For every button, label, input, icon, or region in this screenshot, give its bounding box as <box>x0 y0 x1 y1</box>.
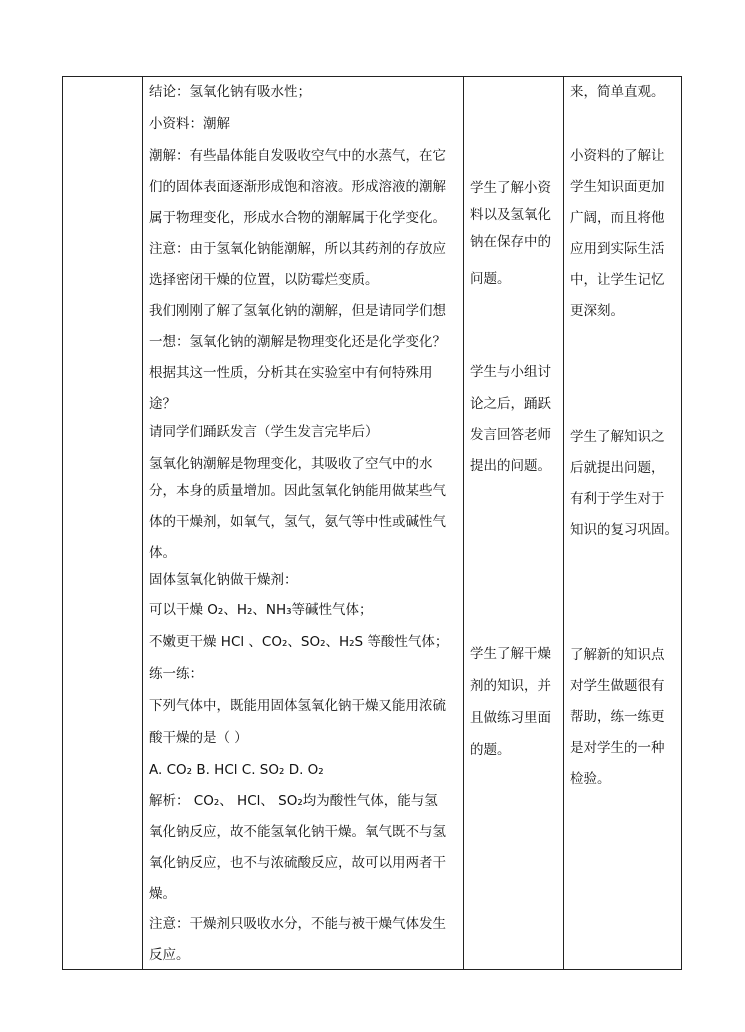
intent-line: 知识的复习巩固。 <box>570 522 678 538</box>
content-line: 选择密闭干燥的位置，以防霉烂变质。 <box>149 272 379 288</box>
content-line: 不嫩更干燥 HCl 、CO₂、SO₂、H₂S 等酸性气体； <box>149 634 449 650</box>
design-intent-cell <box>564 76 681 970</box>
student-line: 钠在保存中的 <box>470 234 551 250</box>
content-line: 小资料：潮解 <box>149 116 230 132</box>
content-line: 注意：干燥剂只吸收水分，不能与被干燥气体发生 <box>149 916 446 932</box>
intent-line: 中，让学生记忆 <box>570 272 665 288</box>
content-line: 解析： CO₂、 HCl、 SO₂均为酸性气体，能与氢 <box>149 793 438 809</box>
student-line: 学生了解小资 <box>470 180 551 196</box>
content-line: 体的干燥剂，如氧气，氢气，氨气等中性或碱性气 <box>149 514 446 530</box>
content-line: 请同学们踊跃发言（学生发言完毕后） <box>149 424 379 440</box>
content-line: 注意：由于氢氧化钠能潮解，所以其药剂的存放应 <box>149 241 446 257</box>
content-line: 固体氢氧化钠做干燥剂： <box>149 572 298 588</box>
intent-line: 小资料的了解让 <box>570 148 665 164</box>
content-line: 练一练： <box>149 666 203 682</box>
content-line: 氢氧化钠潮解是物理变化，其吸收了空气中的水 <box>149 456 433 472</box>
stage-cell <box>62 76 142 970</box>
intent-line: 帮助，练一练更 <box>570 709 665 725</box>
intent-line: 检验。 <box>570 771 611 787</box>
student-line: 学生与小组讨 <box>470 364 551 380</box>
student-line: 论之后，踊跃 <box>470 396 551 412</box>
content-line: 酸干燥的是（ ） <box>149 730 248 746</box>
content-line: 下列气体中，既能用固体氢氧化钠干燥又能用浓硫 <box>149 698 446 714</box>
intent-line: 学生知识面更加 <box>570 179 665 195</box>
intent-line: 了解新的知识点 <box>570 647 665 663</box>
content-line: 我们刚刚了解了氢氧化钠的潮解，但是请同学们想 <box>149 303 446 319</box>
student-line: 提出的问题。 <box>470 458 551 474</box>
content-line: A. CO₂ B. HCl C. SO₂ D. O₂ <box>149 762 324 778</box>
intent-line: 应用到实际生活 <box>570 241 665 257</box>
intent-line: 学生了解知识之 <box>570 429 665 445</box>
student-activity-cell <box>464 76 563 970</box>
lesson-table <box>62 76 682 970</box>
content-line: 潮解：有些晶体能自发吸收空气中的水蒸气，在它 <box>149 148 446 164</box>
content-line: 途？ <box>149 396 176 412</box>
content-line: 结论：氢氧化钠有吸水性； <box>149 84 311 100</box>
content-line: 燥。 <box>149 886 176 902</box>
content-line: 氧化钠反应，也不与浓硫酸反应，故可以用两者干 <box>149 855 446 871</box>
intent-line: 后就提出问题， <box>570 460 665 476</box>
content-line: 们的固体表面逐渐形成饱和溶液。形成溶液的潮解 <box>149 179 446 195</box>
intent-line: 是对学生的一种 <box>570 740 665 756</box>
content-line: 反应。 <box>149 947 190 963</box>
intent-line: 更深刻。 <box>570 303 624 319</box>
intent-line: 对学生做题很有 <box>570 678 665 694</box>
table-right-border <box>681 76 682 970</box>
intent-line: 有利于学生对于 <box>570 491 665 507</box>
content-line: 一想：氢氧化钠的潮解是物理变化还是化学变化？ <box>149 334 446 350</box>
student-line: 的题。 <box>470 742 511 758</box>
content-line: 氧化钠反应，故不能氢氧化钠干燥。氧气既不与氢 <box>149 824 446 840</box>
content-line: 属于物理变化，形成水合物的潮解属于化学变化。 <box>149 210 446 226</box>
student-line: 学生了解干燥 <box>470 646 551 662</box>
content-line: 根据其这一性质，分析其在实验室中有何特殊用 <box>149 365 433 381</box>
intent-line: 广阔，而且将他 <box>570 210 665 226</box>
student-line: 且做练习里面 <box>470 710 551 726</box>
student-line: 发言回答老师 <box>470 427 551 443</box>
teaching-content-cell <box>143 76 463 970</box>
content-line: 可以干燥 O₂、H₂、NH₃等碱性气体； <box>149 602 373 618</box>
content-line: 分，本身的质量增加。因此氢氧化钠能用做某些气 <box>149 483 446 499</box>
student-line: 剂的知识，并 <box>470 678 551 694</box>
student-line: 料以及氢氧化 <box>470 207 551 223</box>
intent-line: 来，简单直观。 <box>570 84 665 100</box>
content-line: 体。 <box>149 545 176 561</box>
student-line: 问题。 <box>470 271 511 287</box>
